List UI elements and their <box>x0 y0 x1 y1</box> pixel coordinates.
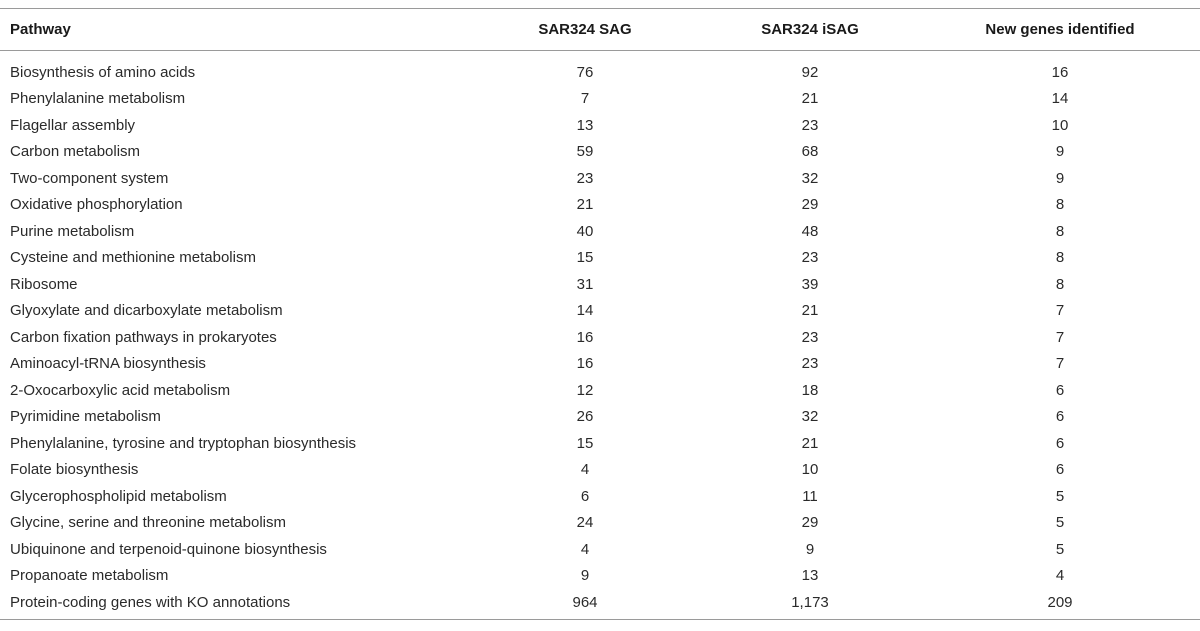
cell-sar324-isag: 21 <box>801 302 819 320</box>
table-row <box>0 483 1200 510</box>
cell-sar324-sag: 7 <box>580 90 590 108</box>
cell-new-genes: 7 <box>1055 328 1065 346</box>
cell-sar324-sag: 13 <box>576 116 594 134</box>
cell-sar324-sag: 14 <box>576 302 594 320</box>
table-row <box>0 218 1200 245</box>
cell-sar324-isag: 13 <box>801 567 819 585</box>
cell-new-genes: 5 <box>1055 540 1065 558</box>
cell-sar324-sag: 964 <box>572 593 598 611</box>
cell-sar324-isag: 21 <box>801 90 819 108</box>
table-row <box>0 457 1200 484</box>
cell-pathway: Two-component system <box>10 169 169 187</box>
header-sar324-sag: SAR324 SAG <box>538 21 632 38</box>
header-row <box>0 9 1200 51</box>
cell-new-genes: 8 <box>1055 222 1065 240</box>
cell-pathway: Glycerophospholipid metabolism <box>10 487 227 505</box>
table-row <box>0 298 1200 325</box>
cell-pathway: Glyoxylate and dicarboxylate metabolism <box>10 302 283 320</box>
cell-new-genes: 5 <box>1055 487 1065 505</box>
cell-sar324-sag: 12 <box>576 381 594 399</box>
cell-new-genes: 6 <box>1055 381 1065 399</box>
table-row <box>0 589 1200 622</box>
table-header <box>0 9 1200 51</box>
table-row <box>0 351 1200 378</box>
cell-new-genes: 4 <box>1055 567 1065 585</box>
cell-sar324-isag: 92 <box>801 63 819 81</box>
cell-sar324-isag: 39 <box>801 275 819 293</box>
cell-new-genes: 9 <box>1055 143 1065 161</box>
cell-sar324-sag: 26 <box>576 408 594 426</box>
table-row <box>0 271 1200 298</box>
header-new-genes: New genes identified <box>985 21 1135 38</box>
cell-sar324-isag: 68 <box>801 143 819 161</box>
cell-sar324-isag: 32 <box>801 408 819 426</box>
table-row <box>0 165 1200 192</box>
cell-sar324-sag: 76 <box>576 63 594 81</box>
table-row <box>0 510 1200 537</box>
cell-pathway: Oxidative phosphorylation <box>10 196 183 214</box>
cell-pathway: Glycine, serine and threonine metabolism <box>10 514 286 532</box>
cell-new-genes: 6 <box>1055 408 1065 426</box>
cell-pathway: Phenylalanine, tyrosine and tryptophan biosynthesis <box>10 434 357 452</box>
table-row <box>0 377 1200 404</box>
cell-sar324-sag: 6 <box>580 487 590 505</box>
cell-pathway: Protein-coding genes with KO annotations <box>10 593 291 611</box>
header-sar324-isag: SAR324 iSAG <box>761 21 859 38</box>
cell-pathway: Ribosome <box>10 275 78 293</box>
cell-sar324-sag: 4 <box>580 540 590 558</box>
cell-sar324-sag: 40 <box>576 222 594 240</box>
pathway-table <box>0 8 1200 622</box>
cell-pathway: Folate biosynthesis <box>10 461 139 479</box>
table-row <box>0 86 1200 113</box>
cell-pathway: Purine metabolism <box>10 222 135 240</box>
cell-pathway: Pyrimidine metabolism <box>10 408 161 426</box>
cell-sar324-isag: 48 <box>801 222 819 240</box>
cell-pathway: Carbon fixation pathways in prokaryotes <box>10 328 277 346</box>
cell-new-genes: 14 <box>1051 90 1069 108</box>
cell-sar324-isag: 18 <box>801 381 819 399</box>
cell-sar324-sag: 23 <box>576 169 594 187</box>
cell-sar324-isag: 23 <box>801 328 819 346</box>
cell-new-genes: 8 <box>1055 249 1065 267</box>
table-row <box>0 536 1200 563</box>
cell-pathway: Biosynthesis of amino acids <box>10 63 196 81</box>
cell-sar324-sag: 16 <box>576 355 594 373</box>
table-row <box>0 324 1200 351</box>
cell-sar324-sag: 16 <box>576 328 594 346</box>
cell-sar324-sag: 59 <box>576 143 594 161</box>
cell-pathway: Phenylalanine metabolism <box>10 90 186 108</box>
table-row <box>0 192 1200 219</box>
cell-pathway: Carbon metabolism <box>10 143 141 161</box>
cell-sar324-isag: 29 <box>801 514 819 532</box>
table-bottom-rule <box>0 619 1200 620</box>
table-body <box>0 51 1200 622</box>
cell-new-genes: 6 <box>1055 434 1065 452</box>
cell-pathway: Cysteine and methionine metabolism <box>10 249 256 267</box>
cell-pathway: 2-Oxocarboxylic acid metabolism <box>10 381 231 399</box>
cell-sar324-isag: 1,173 <box>791 593 829 611</box>
cell-sar324-isag: 32 <box>801 169 819 187</box>
cell-sar324-isag: 23 <box>801 249 819 267</box>
cell-new-genes: 209 <box>1047 593 1073 611</box>
cell-sar324-sag: 15 <box>576 249 594 267</box>
table-row <box>0 139 1200 166</box>
cell-new-genes: 8 <box>1055 275 1065 293</box>
cell-new-genes: 10 <box>1051 116 1069 134</box>
table-row <box>0 404 1200 431</box>
table-row <box>0 245 1200 272</box>
cell-new-genes: 8 <box>1055 196 1065 214</box>
table-row <box>0 51 1200 86</box>
table-row <box>0 430 1200 457</box>
pathway-table-container <box>0 8 1200 622</box>
cell-new-genes: 9 <box>1055 169 1065 187</box>
cell-sar324-isag: 23 <box>801 116 819 134</box>
cell-new-genes: 6 <box>1055 461 1065 479</box>
cell-pathway: Propanoate metabolism <box>10 567 169 585</box>
cell-sar324-sag: 4 <box>580 461 590 479</box>
table-row <box>0 563 1200 590</box>
cell-new-genes: 16 <box>1051 63 1069 81</box>
header-pathway: Pathway <box>10 21 71 38</box>
cell-sar324-sag: 24 <box>576 514 594 532</box>
cell-sar324-isag: 9 <box>805 540 815 558</box>
cell-pathway: Ubiquinone and terpenoid-quinone biosynthesis <box>10 540 327 558</box>
cell-pathway: Flagellar assembly <box>10 116 136 134</box>
cell-sar324-isag: 10 <box>801 461 819 479</box>
table-row <box>0 112 1200 139</box>
cell-sar324-sag: 31 <box>576 275 594 293</box>
cell-sar324-sag: 21 <box>576 196 594 214</box>
cell-new-genes: 7 <box>1055 355 1065 373</box>
cell-sar324-isag: 11 <box>802 487 818 505</box>
cell-sar324-isag: 29 <box>801 196 819 214</box>
cell-sar324-sag: 9 <box>580 567 590 585</box>
cell-new-genes: 5 <box>1055 514 1065 532</box>
cell-new-genes: 7 <box>1055 302 1065 320</box>
cell-sar324-sag: 15 <box>576 434 594 452</box>
cell-sar324-isag: 23 <box>801 355 819 373</box>
cell-sar324-isag: 21 <box>801 434 819 452</box>
cell-pathway: Aminoacyl-tRNA biosynthesis <box>10 355 206 373</box>
